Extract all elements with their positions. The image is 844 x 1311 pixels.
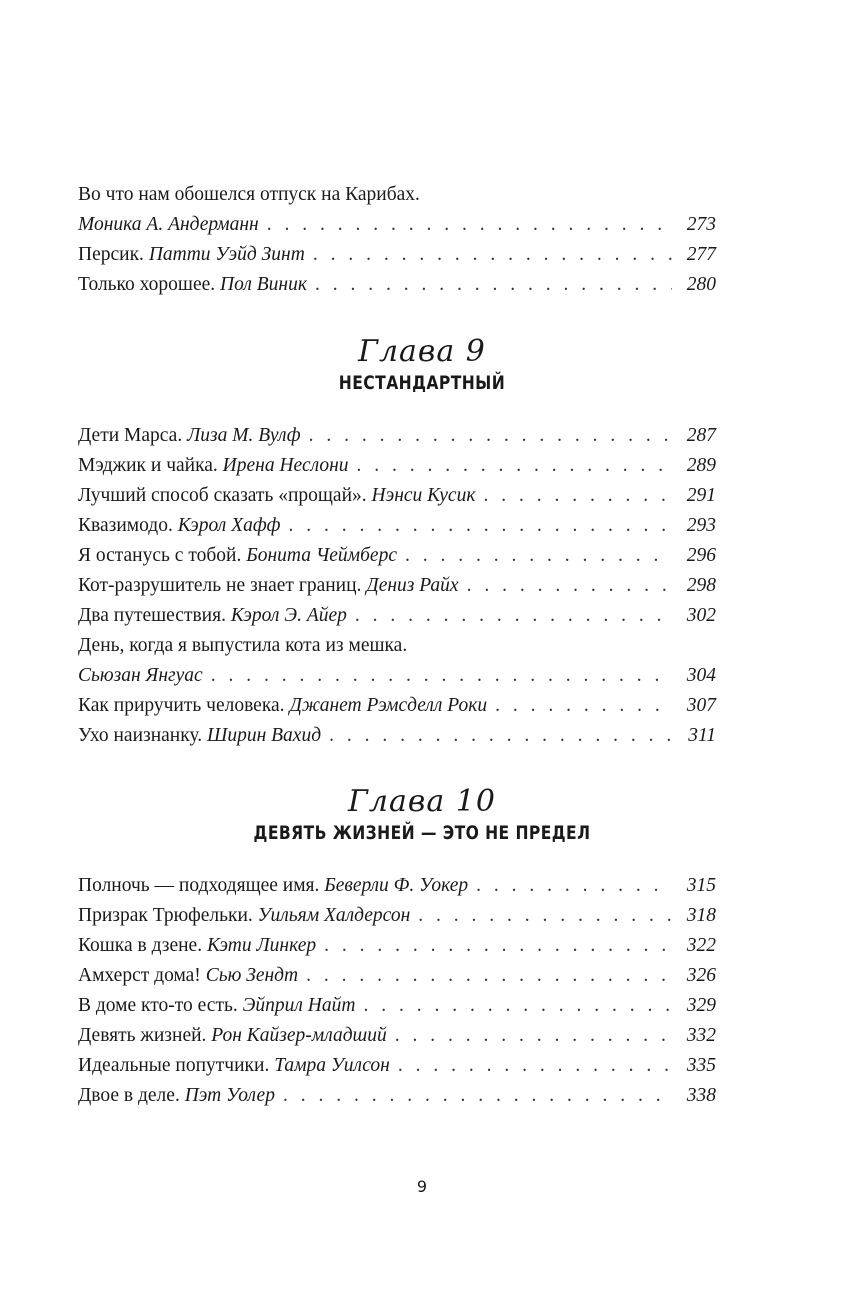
- entry-page-number: 293: [686, 515, 716, 536]
- entry-title: Девять жизней. Рон Кайзер-младший: [78, 1025, 387, 1046]
- entry-author: Пол Виник: [220, 274, 307, 295]
- entry-title: Квазимодо. Кэрол Хафф: [78, 515, 281, 536]
- entry-page-number: 296: [686, 545, 716, 566]
- entry-title: Лучший способ сказать «прощай». Нэнси Кусик: [78, 485, 476, 506]
- dot-leader: [405, 541, 672, 571]
- dot-leader: [324, 931, 672, 961]
- toc-entry: [78, 931, 716, 961]
- entry-title: Как приручить человека. Джанет Рэмсделл Роки: [78, 695, 488, 716]
- toc-entry: [78, 421, 716, 451]
- chapter-10-heading: [0, 784, 844, 846]
- entry-author: Бонита Чеймберс: [246, 545, 397, 566]
- dot-leader: [495, 691, 672, 721]
- entry-author: Лиза М. Вулф: [187, 425, 301, 446]
- entry-title: Призрак Трюфельки. Уильям Халдерсон: [78, 905, 411, 926]
- dot-leader: [476, 871, 672, 901]
- entry-title: Персик. Патти Уэйд Зинт: [78, 244, 305, 265]
- dot-leader: [357, 451, 672, 481]
- entry-title: [78, 661, 203, 691]
- dot-leader: [211, 661, 672, 691]
- entry-page-number: 280: [686, 274, 716, 295]
- entry-page-number: 277: [686, 244, 716, 265]
- chapter-title: НЕСТАНДАРТНЫЙ: [338, 372, 506, 394]
- entry-author: Кэрол Хафф: [177, 515, 281, 536]
- toc-entry: [78, 1051, 716, 1081]
- toc-entry: [78, 571, 716, 601]
- toc-entry: [78, 451, 716, 481]
- toc-entry: [78, 1081, 716, 1111]
- toc-entry: [78, 721, 716, 751]
- entry-author: Уильям Халдерсон: [257, 905, 411, 926]
- entry-title: Мэджик и чайка. Ирена Неслони: [78, 455, 349, 476]
- entry-author: Кэти Линкер: [206, 935, 317, 956]
- dot-leader: [313, 240, 672, 270]
- toc-entry: [78, 210, 716, 240]
- dot-leader: [306, 961, 672, 991]
- chapter-label: Глава 10: [348, 784, 496, 819]
- entry-author: Моника А. Андерманн: [78, 214, 259, 235]
- toc-entry: [78, 631, 716, 661]
- entry-page-number: 287: [686, 425, 716, 446]
- entry-page-number: 338: [686, 1085, 716, 1106]
- toc-entry: [78, 871, 716, 901]
- entry-title: Кошка в дзене. Кэти Линкер: [78, 935, 317, 956]
- dot-leader: [315, 270, 672, 300]
- toc-entry: [78, 270, 716, 300]
- dot-leader: [355, 601, 672, 631]
- entry-page-number: 311: [688, 725, 716, 746]
- entry-author: Рон Кайзер-младший: [211, 1025, 387, 1046]
- entry-page-number: 298: [686, 575, 716, 596]
- entry-title: Полночь — подходящее имя. Беверли Ф. Уокер: [78, 875, 469, 896]
- entry-title: Двое в деле. Пэт Уолер: [78, 1085, 275, 1106]
- dot-leader: [418, 901, 672, 931]
- toc-entry: [78, 481, 716, 511]
- entry-page-number: 332: [686, 1025, 716, 1046]
- toc-entry: [78, 601, 716, 631]
- entry-page-number: 289: [686, 455, 716, 476]
- entry-page-number: 318: [686, 905, 716, 926]
- chapter-9-heading: [0, 334, 844, 396]
- chapter-label: Глава 9: [358, 334, 486, 369]
- entry-page-number: 326: [686, 965, 716, 986]
- entry-title: День, когда я выпустила кота из мешка.: [78, 635, 408, 656]
- entry-title: В доме кто-то есть. Эйприл Найт: [78, 995, 356, 1016]
- toc-entry: [78, 961, 716, 991]
- entry-title: Два путешествия. Кэрол Э. Айер: [78, 605, 347, 626]
- dot-leader: [483, 481, 672, 511]
- dot-leader: [467, 571, 672, 601]
- entry-author: Пэт Уолер: [184, 1085, 275, 1106]
- entry-title: Я останусь с тобой. Бонита Чеймберс: [78, 545, 397, 566]
- entry-author: Беверли Ф. Уокер: [324, 875, 469, 896]
- chapter-title: ДЕВЯТЬ ЖИЗНЕЙ — ЭТО НЕ ПРЕДЕЛ: [253, 822, 591, 844]
- dot-leader: [267, 210, 672, 240]
- dot-leader: [289, 511, 672, 541]
- toc-entry: [78, 240, 716, 270]
- toc-entry: [78, 541, 716, 571]
- entry-author: Джанет Рэмсделл Роки: [289, 695, 488, 716]
- entry-author: Эйприл Найт: [242, 995, 356, 1016]
- toc-entry-list: [78, 871, 716, 1111]
- entry-author: Дениз Райх: [366, 575, 459, 596]
- entry-title: Дети Марса. Лиза М. Вулф: [78, 425, 301, 446]
- entry-title: Амхерст дома! Сью Зендт: [78, 965, 299, 986]
- toc-entry-list: [78, 180, 716, 300]
- entry-page-number: 304: [686, 665, 716, 686]
- entry-page-number: 315: [686, 875, 716, 896]
- entry-title: Только хорошее. Пол Виник: [78, 274, 307, 295]
- entry-author: Кэрол Э. Айер: [230, 605, 347, 626]
- entry-page-number: 322: [686, 935, 716, 956]
- page-number: 9: [416, 1177, 428, 1196]
- entry-title: Во что нам обошелся отпуск на Карибах.: [78, 184, 420, 205]
- entry-page-number: 329: [686, 995, 716, 1016]
- toc-entry-list: [78, 421, 716, 751]
- toc-entry: [78, 661, 716, 691]
- entry-page-number: 273: [686, 214, 716, 235]
- toc-entry: [78, 180, 716, 210]
- toc-entry: [78, 991, 716, 1021]
- entry-author: Сьюзан Янгуас: [78, 665, 203, 686]
- dot-leader: [363, 991, 672, 1021]
- entry-title: [78, 210, 259, 240]
- entry-title: Ухо наизнанку. Ширин Вахид: [78, 725, 322, 746]
- toc-entry: [78, 901, 716, 931]
- dot-leader: [395, 1021, 672, 1051]
- dot-leader: [329, 721, 672, 751]
- dot-leader: [398, 1051, 672, 1081]
- dot-leader: [283, 1081, 672, 1111]
- entry-page-number: 291: [686, 485, 716, 506]
- entry-author: Тамра Уилсон: [274, 1055, 390, 1076]
- toc-entry: [78, 511, 716, 541]
- dot-leader: [309, 421, 672, 451]
- entry-page-number: 307: [686, 695, 716, 716]
- entry-author: Ширин Вахид: [207, 725, 322, 746]
- toc-entry: [78, 1021, 716, 1051]
- entry-author: Ирена Неслони: [222, 455, 349, 476]
- entry-title: Кот-разрушитель не знает границ. Дениз Райх: [78, 575, 459, 596]
- entry-title: Идеальные попутчики. Тамра Уилсон: [78, 1055, 390, 1076]
- toc-section-3: [78, 871, 716, 1111]
- entry-author: Нэнси Кусик: [371, 485, 476, 506]
- entry-author: Патти Уэйд Зинт: [148, 244, 305, 265]
- toc-section-1: [78, 180, 716, 300]
- toc-section-2: [78, 421, 716, 751]
- entry-page-number: 302: [686, 605, 716, 626]
- entry-author: Сью Зендт: [205, 965, 299, 986]
- toc-entry: [78, 691, 716, 721]
- entry-page-number: 335: [686, 1055, 716, 1076]
